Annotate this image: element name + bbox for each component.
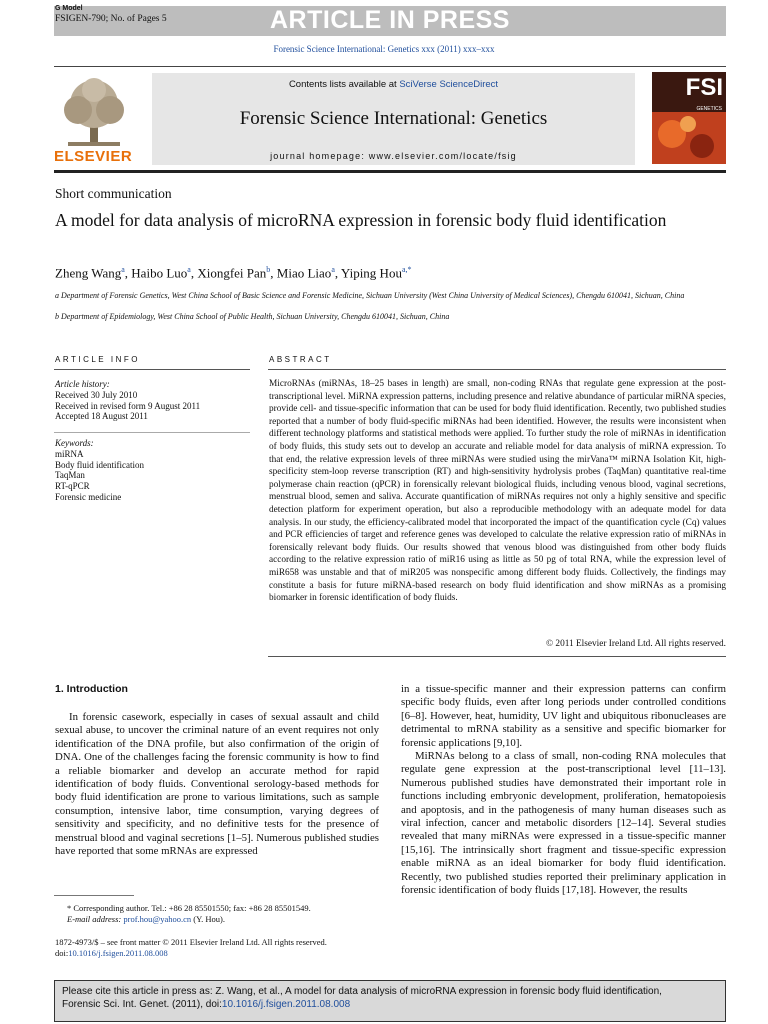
abstract-heading: ABSTRACT <box>269 355 332 364</box>
journal-citation-line[interactable]: Forensic Science International: Genetics xxx (2011) xxx–xxx <box>273 44 495 54</box>
body-paragraph: in a tissue-specific manner and their expression patterns can confirm specific body fluids, even after long periods under controlled conditions [6–8]. However, heat, humidity, UV light and ubiquitous ribonucleases are detrimental to mRNA stability as a sensitive and specific biomarker for forensic applications [9,10]. <box>401 683 726 749</box>
cite-line-2-prefix: Forensic Sci. Int. Genet. (2011), doi: <box>62 999 222 1010</box>
cover-title: FSI <box>685 74 723 101</box>
introduction-heading: 1. Introduction <box>55 683 128 695</box>
g-model-label: G Model <box>55 5 83 12</box>
doi-link[interactable]: 10.1016/j.fsigen.2011.08.008 <box>68 948 168 958</box>
history-received: Received 30 July 2010 <box>55 389 138 400</box>
issn-block <box>55 937 385 959</box>
keywords-list <box>55 438 144 503</box>
header-bottom-rule <box>54 170 726 173</box>
email-label: E-mail address: <box>67 914 122 924</box>
keyword: miRNA <box>55 448 84 459</box>
abstract-rule <box>268 369 726 370</box>
author-affiliation-marker[interactable]: b <box>266 265 271 274</box>
article-info-rule <box>54 369 250 370</box>
body-left-column: In forensic casework, especially in cases of sexual assault and child sexual abuse, to uncover the criminal nature of an event requires not only identification of the DNA profile, but also confirmation of the origin of DNA. One of the challenges facing the forensic community is how to find a reliable biomarker and develop an accurate method for rapid identification of body fluids. Conventional serology-based methods for body fluid identification are prone to various limitations, such as sample consumption, intensive labor, time consumption, varying degrees of sensitivity and specificity, and no definitive tests for the presence of menstrual blood and vaginal secretions [1–5]. Numerous published studies have reported that some mRNAs are expressed <box>55 711 379 858</box>
body-right-column <box>401 683 726 898</box>
cover-subtitle: GENETICS <box>696 106 722 112</box>
author-list: Zheng Wang$^a$, Haibo Luo$^a$, Xiongfei Pan$^b$, Miao Liao$^a$, Yiping Hou$^{a,*}$ <box>55 265 412 281</box>
corresponding-author-line: * Corresponding author. Tel.: +86 28 85501550; fax: +86 28 85501549. <box>67 903 311 913</box>
article-info-heading: ARTICLE INFO <box>55 355 140 364</box>
cite-line-2 <box>62 998 722 1011</box>
author-name: Haibo Luo <box>131 265 188 281</box>
document-id: FSIGEN-790; No. of Pages 5 <box>55 14 167 24</box>
keywords-label: Keywords: <box>55 438 94 448</box>
cite-this-article-text <box>62 985 722 1011</box>
author-name: Yiping Hou <box>340 265 402 281</box>
email-line <box>55 914 385 925</box>
article-title: A model for data analysis of microRNA expression in forensic body fluid identification <box>55 210 667 230</box>
keyword: Forensic medicine <box>55 491 122 502</box>
doi-line <box>55 948 385 959</box>
email-suffix: (Y. Hou). <box>193 914 225 924</box>
article-in-press-label: ARTICLE IN PRESS <box>270 6 510 34</box>
article-type: Short communication <box>55 186 172 201</box>
article-history <box>55 379 200 422</box>
contents-available-line <box>152 79 635 90</box>
affiliation-b: b Department of Epidemiology, West China School of Public Health, Sichuan University, Chengdu 610041, Sichuan, China <box>55 312 450 321</box>
author-affiliation-marker[interactable]: a <box>187 265 191 274</box>
journal-cover-image <box>652 72 726 164</box>
author-name: Miao Liao <box>276 265 332 281</box>
article-info-divider <box>54 432 250 433</box>
author-name: Xiongfei Pan <box>197 265 267 281</box>
header-top-rule <box>54 66 726 67</box>
cite-line-1: Please cite this article in press as: Z. Wang, et al., A model for data analysis of microRNA expression in forensic body fluid identification, <box>62 986 662 997</box>
corresponding-author-footnote <box>55 903 385 925</box>
body-paragraph: MiRNAs belong to a class of small, non-coding RNA molecules that regulate gene expression at the post-transcriptional level [11–13]. Numerous published studies have demonstrated their important role in functions including embryonic development, proliferation, hematopoiesis and apoptosis, and in the pathogenesis of many human diseases such as viral infection, cancer and metabolic disorders [12–14]. Several studies revealed that many miRNAs were expressed in a tissue-specific manner [15,16]. The intrinsically short fragment and tissue-specific expression enable miRNA as an ideal biomarker for body fluid identification. Recently, two published studies reported their preliminary application in forensic identification of body fluids [17,18]. However, the results <box>401 750 726 897</box>
abstract-bottom-rule <box>268 656 726 657</box>
keyword: Body fluid identification <box>55 459 144 470</box>
history-accepted: Accepted 18 August 2011 <box>55 411 148 422</box>
abstract-copyright: © 2011 Elsevier Ireland Ltd. All rights reserved. <box>546 639 726 649</box>
affiliation-a: a Department of Forensic Genetics, West China School of Basic Science and Forensic Medicine, Sichuan University (West China University of Medical Sciences), Chengdu 610041, Sichuan, China <box>55 291 685 300</box>
history-revised: Received in revised form 9 August 2011 <box>55 400 201 411</box>
history-label: Article history: <box>55 379 110 389</box>
footnote-rule <box>54 895 134 896</box>
author-affiliation-marker[interactable]: a,* <box>401 265 412 274</box>
contents-prefix: Contents lists available at <box>288 79 397 90</box>
author-affiliation-marker[interactable]: a <box>331 265 335 274</box>
doi-prefix: doi: <box>55 948 69 958</box>
journal-title: Forensic Science International: Genetics <box>239 108 548 129</box>
sciencedirect-link[interactable]: SciVerse ScienceDirect <box>399 79 499 90</box>
abstract-text: MicroRNAs (miRNAs, 18–25 bases in length) are small, non-coding RNAs that regulate gene expression at the post-transcriptional level. MiRNA expression patterns, including presence and relative abundance of particular miRNA species, provide cell- and tissue-specific information that can be used for body fluid identification. Recently, two published studies reported that a number of body fluid-specific miRNAs had been identified. However, the results were inconsistent when different technology platforms and statistical methods were applied. To further study the role of miRNAs in identification of body fluids, this study sets out to develop an accurate and reliable model for data analysis of miRNA expression. To that end, the relative expression levels of three miRNAs were studied using the mirVana™ miRNA Isolation Kit, high-specificity stem-loop reverse transcription (RT) and high-sensitivity hydrolysis probes (TaqMan) quantitative real-time polymerase chain reaction (qPCR) in forensically relevant biological fluids, including venous blood, vaginal secretions, menstrual blood, semen and saliva. Accurate quantification of miRNAs requires not only a highly sensitive and specific detection platform for experiment operation, but also a reproducible methodology with an adequate model for data analysis. In our study, the efficiency-calibrated model that incorporated the impact of the quantification cycle (Cq) values and PCR efficiencies of target and reference genes was developed to calculate the relative expression ratio of miRNAs in forensically relevant body fluids. Our results showed that venous blood was distinguished from other body fluids according to the relative expression ratio of miR16 using as little as 50 pg of total RNA, while the expression level of miR658 was unstable and that of miR205 was nonspecific among different body fluids. Collectively, the findings may constitute a basis for future miRNA-based research on body fluid identification and show miRNAs as a promising biomarker in forensic identification of body fluids. <box>269 379 726 604</box>
author-name: Zheng Wang <box>55 265 122 281</box>
keyword: RT-qPCR <box>55 481 90 492</box>
journal-homepage[interactable]: journal homepage: www.elsevier.com/locate/fsig <box>270 151 517 161</box>
cite-doi-link[interactable]: 10.1016/j.fsigen.2011.08.008 <box>221 999 351 1010</box>
issn-line: 1872-4973/$ – see front matter © 2011 Elsevier Ireland Ltd. All rights reserved. <box>55 937 327 947</box>
author-affiliation-marker[interactable]: a <box>121 265 125 274</box>
email-link[interactable]: prof.hou@yahoo.cn <box>123 914 192 924</box>
elsevier-wordmark: ELSEVIER <box>54 148 133 165</box>
keyword: TaqMan <box>55 470 85 481</box>
